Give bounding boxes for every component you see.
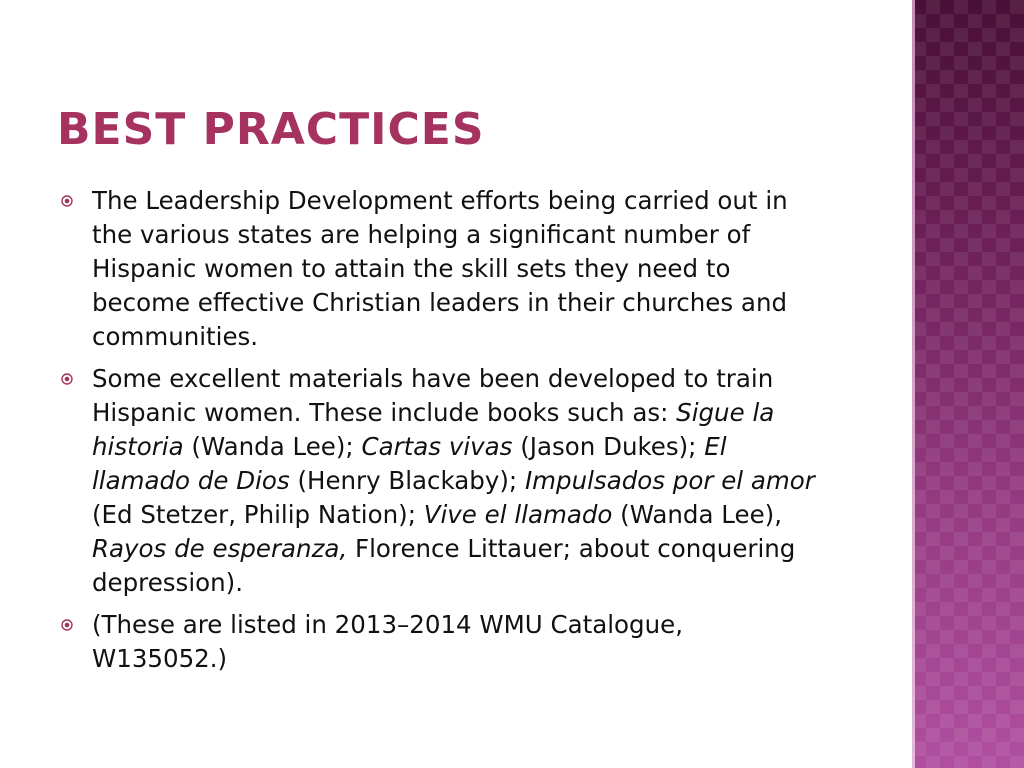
bullet-text: (Wanda Lee); [183,432,362,461]
bullet-text: Some excellent materials have been developed to train Hispanic women. These include books such as: [92,364,774,427]
circled-dot-icon [61,373,73,385]
book-title: Impulsados por el amor [524,466,815,495]
circled-dot-icon [61,619,73,631]
book-title: El llamado de Dios [92,432,727,495]
bullet-item [57,362,817,600]
bullet-text: Florence Littauer; about conquering depression). [92,534,796,597]
bullet-text: (These are listed in 2013–2014 WMU Catalogue, W135052.) [92,610,683,673]
circled-dot-icon [61,195,73,207]
bullet-list [57,184,817,684]
bullet-item [57,608,817,676]
slide-title: BEST PRACTICES [57,104,485,155]
bullet-text: (Ed Stetzer, Philip Nation); [92,500,424,529]
side-band-edge [912,0,915,768]
bullet-text: (Henry Blackaby); [289,466,525,495]
bullet-text: (Wanda Lee), [612,500,783,529]
book-title: Rayos de esperanza, [92,534,348,563]
bullet-text: The Leadership Development efforts being carried out in the various states are helping a significant number of Hispanic women to attain the skill sets they need to become effective Christian leaders in their churches and communities. [92,186,788,351]
bullet-text: (Jason Dukes); [512,432,705,461]
book-title: Cartas vivas [361,432,513,461]
decorative-side-band [912,0,1024,768]
book-title: Vive el llamado [423,500,613,529]
book-title: Sigue la historia [92,398,775,461]
bullet-item [57,184,817,354]
